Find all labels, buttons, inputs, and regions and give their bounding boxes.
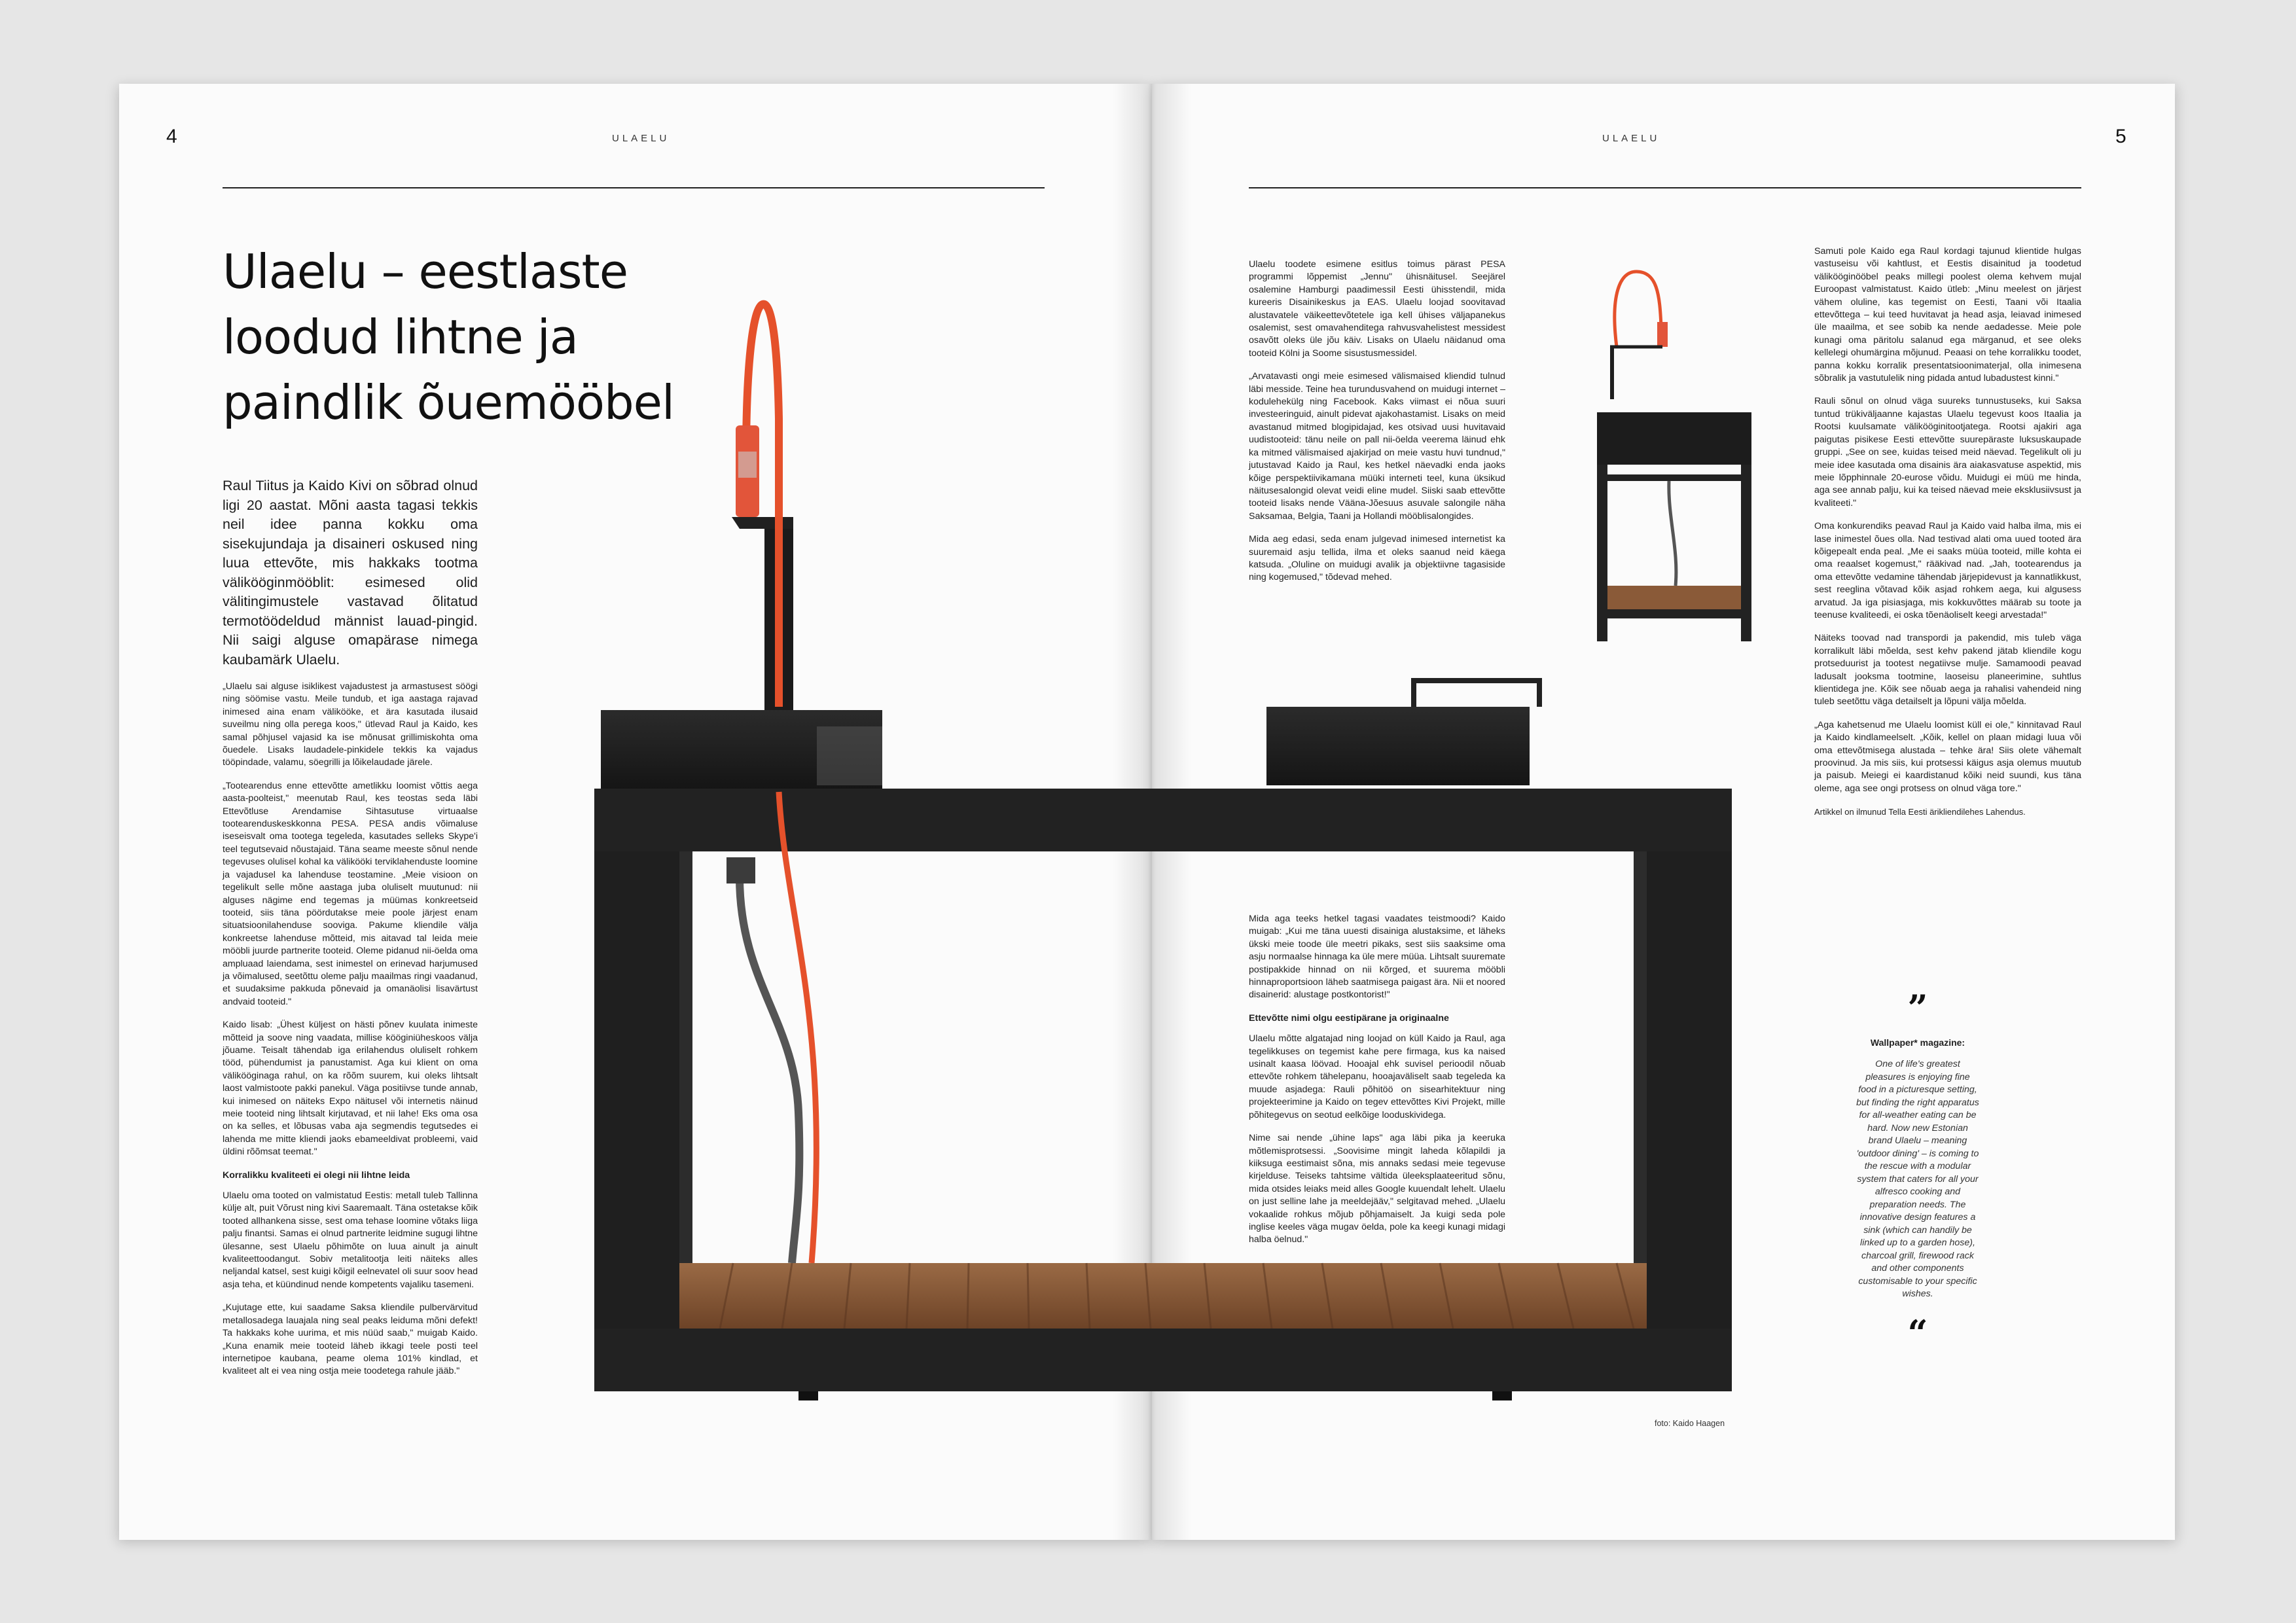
quote-text: One of life's greatest pleasures is enjoying fine food in a picturesque setting, but finding the right apparatus for all-weather eating can be hard. Now new Estonian brand Ulaelu – meaning 'outdoor dining' – is coming to the rescue with a modular system that caters for all your alfresco cooking and preparation needs. The innovative design features a sink (which can handily be linked up to a garden hose), charcoal grill, firewood rack and other components customisable to your specific wishes. [1856,1059,1979,1299]
article-lead: Raul Tiitus ja Kaido Kivi on sõbrad olnud ligi 20 aastat. Mõni aasta tagasi tekkis neil idee panna kokku oma sisekujundaja ja disaineri oskused ning luua ettevõte, mis hakkaks tootma välikööginmööblit: esimesed olid välitingimustele vastavad õlitatud termotöödeldud männist lauad-pingid. Nii saigi alguse omapärase nimega kaubamärk Ulaelu. [223,478,478,668]
section-heading: Korralikku kvaliteeti ei olegi nii lihtne leida [223,1169,410,1181]
paragraph: Mida aga teeks hetkel tagasi vaadates teistmoodi? Kaido muigab: „Kui me täna uuesti disainiga alustaksime, et läheks ükski meie toode üle meetri pikaks, sest siis saaksime oma asju normaalse hinnaga ka üle mere müüa. Lihtsalt suuremate postipakkide hinnad on nii kõrged, et suurema mööbli hinnaproportsioon läheb saatmisega paigast ära. Nii et noored disainerid: alustage postkontorist!" [1249,914,1505,1001]
paragraph: Nime sai nende „ühine laps" aga läbi pika ja keeruka mõtlemisprotsessi. „Soovisime mingit laheda kõlapildi ja kiiksuga eestimaist sõna, mis annaks sedasi meie tegevuse kirjelduse. Teiseks tahtsime vältida üleeksplaateeritud sõnu, mida otsides leiaks meid alles Google kuuendalt lehelt. Ulaelu on just selline lahe ja meeldejääv," selgitavad mehed. „Ulaelu vokaalide rohkus mõjub põhjamaiselt. Ja kuigi seda pole inglise keeles väga mugav öelda, pole ka keegi kunagi midagi halba öelnud." [1249,1133,1505,1245]
paragraph: Mida aeg edasi, seda enam julgevad inimesed internetist ka suuremaid asju tellida, ilma et oleks saanud neid käega katsuda. „Oluline on muidugi avalik ja objektiivne tagasiside ning kogemused," tõdevad mehed. [1249,534,1505,583]
paragraph: Samuti pole Kaido ega Raul kordagi tajunud klientide hulgas vastuseisu või kahtlust, et Eestis disainitud ja toodetud välikööginööbel peaks millegi poolest olema kehvem mujal Euroopast valmistatust. Kaido ütleb: „Minu meelest on järjest vähem oluline, kas tegemist on Eesti, Taani või Itaalia ettevõttega – kui teed huvitavat ja head asja, leiavad inimesed üle maailma, et see sobib ka nende aedadesse. Meie pole kunagi oma päritolu salanud ega märganud, et see oleks kellelegi ohumärgina mõjunud. Peaasi on tehe korralikku toodet, panna kokku korralik presentatsioonimaterjal, olla inimesena sõbralik ja vastutulelik ning pidada antud lubadustest kinni." [1814,246,2081,384]
article-title: Ulaelu – eestlaste loodud lihtne ja paindlik õuemööbel [223,244,674,430]
running-head-right: ULAELU [1602,133,1660,144]
leg-right [1647,851,1732,1391]
header-rule-right [1249,187,2081,188]
paragraph: Rauli sõnul on olnud väga suureks tunnustuseks, kui Saksa tuntud trükiväljaanne kajastas Ulaelu tegevust koos Itaalia ja Rootsi kuulsamate välikööginitootjatega. Rootsi ajakiri aga paigutas pisikese Eesti ettevõtte suurepäraste luksuskaupade gruppi. „See on see, kuidas teised meid näevad. Tegelikult oli ju meie idee kasutada oma disainis ära aiakasvatuse aspektid, mis meie lõpphinnale 20-eurose võidu. Muidugi ei müü me hinda, aga see annab palju, kui ka teised näevad meie eksklusiivsust ja kvaliteeti." [1814,396,2081,508]
table-bottom-frame [594,1329,1732,1391]
page-number-right: 5 [2115,126,2126,147]
quote-close-mark: “ [1907,1311,1928,1354]
grill-handle [1414,681,1539,707]
body-column-left [223,681,478,1389]
paragraph: Ulaelu mõtte algatajad ning loojad on küll Kaido ja Raul, aga tegelikkuses on tegemist kahe pere firmaga, kus ka naised usinalt kaasa löövad. Hooajal ehk suvisel perioodil nõuab ettevõte rohkem tähelepanu, hooajaväliselt saab tegeleda ka muude asjadega: Rauli põhitöö on sisearhitektuur ning projekteerimine ja Kaido on tegev ettevõttes Kivi Projekt, mille põhitegevus on seotud eelkõige looduskividega. [1249,1033,1505,1120]
paragraph: Kaido lisab: „Ühest küljest on hästi põnev kuulata inimeste mõtteid ja soove ning vaadata, millise kööginiüheskoos välja jõuame. Teisalt tähendab iga erilahendus oluliselt rohkem tööd, pühendumist ja panustamist. Aga kui klient on oma välikööginaga rahul, on ka rõõm suurem, kui oleks lihtsalt laost valmistoote pakki panekul. Väga positiivse tunde annab, kui inimesed on näiteks Expo näitusel või internetis näinud meie tooteid ning lihtsalt kirjutavad, et nii lahe! Eks oma osa on ka selles, et lõbusas vaba aja segmendis tegutsedes ei lahenda me mitte kliendi jaoks ebameeldivat probleemi, vaid üldini rõõmsat teemat." [223,1020,478,1158]
quote-source: Wallpaper* magazine: [1870,1037,1965,1048]
body-column-right-2 [1814,245,2081,829]
table-top-frame [594,789,1732,851]
page-number-left: 4 [166,126,177,147]
product-photo-small-unit [1584,268,1754,648]
paragraph: „Arvatavasti ongi meie esimesed välismaised kliendid tulnud läbi messide. Teine hea turundusvahend on muidugi internet – kodulehekülg ning Facebook. Kaks viimast ei nõua suuri investeeringuid, ainult pidevat ajakohastamist. Lisaks on meid avastanud mitmed blogipidajad, kes otsivad uusi huvitavaid uudistooteid: tänu neile on pall nii-öelda veerema läinud ehk ka mitmed välismaised ajakirjad on meie vastu huvi tundnud," jutustavad Kaido ja Raul, kes hetkel näevadki enda jaoks kõige perspektiivikamana müüki interneti teel, kuna üksikud näitusesalongid olevat veidi eline mudel. Siiski saab ettevõtte tooteid lisaks nende Vääna-Jõesuus asuvale salongile näha Saksamaa, Belgia, Taani ja Hollandi mööblisalongides. [1249,371,1505,522]
small-hose [1615,272,1661,347]
pull-quote [1856,987,1980,1354]
drain-hose [740,877,799,1263]
paragraph: „Tootearendus enne ettevõtte ametlikku loomist võttis aega aasta-poolteist," meenutab Raul, kes teostas seda läbi Ettevõtluse Arendamise Sihtasutuse virtuaalse tootearenduskeskkonna PESA. PESA andis võimaluse iseseisvalt oma tootega tegeleda, kasutades selleks Skype'i teel tegutsevaid nõustajaid. Täna seame meeste sõnul nende tegevuses olulisel kohal ka välikööki terviklahenduste loomine ja vajadusel ka lahenduse teostamine. „Meie visioon on tegelikult selle mõne aastaga juba oluliselt muutunud: nii alguses nägime end tegemas ja müümas konkreetseid tooteid, siis täna pöördutakse meie poole järjest enam situatsioonilahenduse sooviga. Pakume kliendile välja konkreetse lahenduse mõtteid, mis aitavad tal leida meie mööbli juurde partnerite tooteid. Oleme pidanud nii-öelda oma ampluaad laiendama, sest inimestel on erinevad harjumused ja võimalused, seetõttu oleme palju maailmas ringi vaadanud, et suudaksime pakkuda põnevaid ja omanäolisi lisavärtust andvaid tooteid." [223,780,478,1007]
paragraph: Ulaelu toodete esimene esitlus toimus pärast PESA programmi lõppemist „Jennu" ühisnäitusel. Seejärel osalemine Hamburgi paadimessil Eesti ühisstendil, mida kureeris Disainikeskus ja EAS. Ulaelu loojad soovitavad alustavatele väikeettevõtetele iga kell ühises väljapanekus osalemist, sest omavahenditega rahvusvahelistest messidest osavõtt oleks üle jõu käiv. Lisaks on Ulaelu näidanud oma tooteid Kölni ja Soome sisustusmessidel. [1249,259,1505,359]
paragraph: „Aga kahetsenud me Ulaelu loomist küll ei ole," kinnitavad Raul ja Kaido kindlameelselt. „Kõik, kellel on plaan midagi luua või oma ettevõtmisega alustada – tehke ära! Siis olete vähemalt proovinud. Ja mis siis, kui protsessi käigus asja olemus muutub ja paisub. Meiegi ei kaardistanud kõiki neid suundi, kus täna oleme, aga see ongi protsess on olnud väga tore." [1814,719,2081,794]
product-photo-outdoor-kitchen [589,288,1754,1414]
paragraph: „Ulaelu sai alguse isiklikest vajadustest ja armastusest söögi ning söömise vastu. Meile tundub, et iga aastaga rajavad inimesed aina enam välikööke, et ära kasutada ilusaid suveilmu ning olla perega koos," ütlevad Raul ja Kaido, kes samal põhjusel vajasid ka ise mõnusat grillimiskohta oma õuedele. Lisaks laudadele-pinkidele tekkis ka vajadus tööpindade, valamu, söegrilli ja lõikelaudade järele. [223,681,478,768]
section-heading: Ettevõtte nimi olgu eestipärane ja originaalne [1249,1012,1449,1024]
small-wood-shelf [1607,586,1741,609]
faucet-arm [732,517,793,529]
header-rule-left [223,187,1045,188]
grill-block [1266,707,1530,785]
running-head-left: ULAELU [612,133,670,144]
leg-left [594,851,679,1391]
quote-open-mark: ” [1907,987,1928,1029]
small-block [1597,412,1751,465]
article-note: Artikkel on ilmunud Tella Eesti ärikliendilehes Lahendus. [1814,807,2026,817]
paragraph: Ulaelu oma tooted on valmistatud Eestis: metall tuleb Tallinna külje alt, puit Võrust ning kivi Saaremaalt. Täna ostetakse kõik tooted allhankena sisse, sest oma tehase loomine võtaks liiga palju finantsi. Samas ei olnud partnerite leidmine sugugi lihtne ülesanne, sest Ulaelu põhimõte on luua ainult ja ainult kvaliteettoodangut. Sobiv metalitootja leiti näiteks alles neljandal katsel, sest kuigi kõigil eelnevatel oli suur soov head asja teha, et küündinud nende kompetents vajaliku tasemeni. [223,1190,478,1290]
paragraph: „Kujutage ette, kui saadame Saksa kliendile pulbervärvitud metallosadega lauajala ning seal peaks leiduma mõni defekt! Ta hakkaks kohe uurima, et mis nüüd saab," muigab Kaido. „Kuna enamik meie tooteid läheb ikkagi teele posti teel internetipoe kaubana, peame olema 101% kindlad, et kvaliteet alt ei vea ning ostja meie toodetega rahule jääb." [223,1302,478,1377]
paragraph: Näiteks toovad nad transpordi ja pakendid, mis tuleb väga korralikult läbi mõelda, sest kehv pakend jätab kliendile kogu protseduurist ja tootest negatiivse mulje. Samamoodi peavad ladusalt jooksma tootmine, laoseisu planeerimine, suhtlus klientidega jne. Kõik see nõuab aega ja rahalisi vahendeid ning tuleb seetõttu väga detailselt ja lõpuni välja mõelda. [1814,633,2081,707]
paragraph: Oma konkurendiks peavad Raul ja Kaido vaid halba ilma, mis ei lase inimestel õues olla. Nad testivad alati oma uued tooted ära kõigepealt enda peal. „Me ei saaks müüa tooteid, mille kohta ei oma reaalset kogemust," rääkivad nad. „Jah, tootearendus ja oma ettevõtte vedamine tähendab järjepidevust ja kannatlikkust, sest reeglina võtavad kõik asjad rohkem aega, kui algusess arvatud. Ja iga pisiasjaga, mis kokkuvõttes määrab su toote ja teenuse kvaliteedi, ei oska tõenäoliselt keegi arvestada!" [1814,521,2081,620]
photo-credit: foto: Kaido Haagen [1655,1419,1725,1428]
